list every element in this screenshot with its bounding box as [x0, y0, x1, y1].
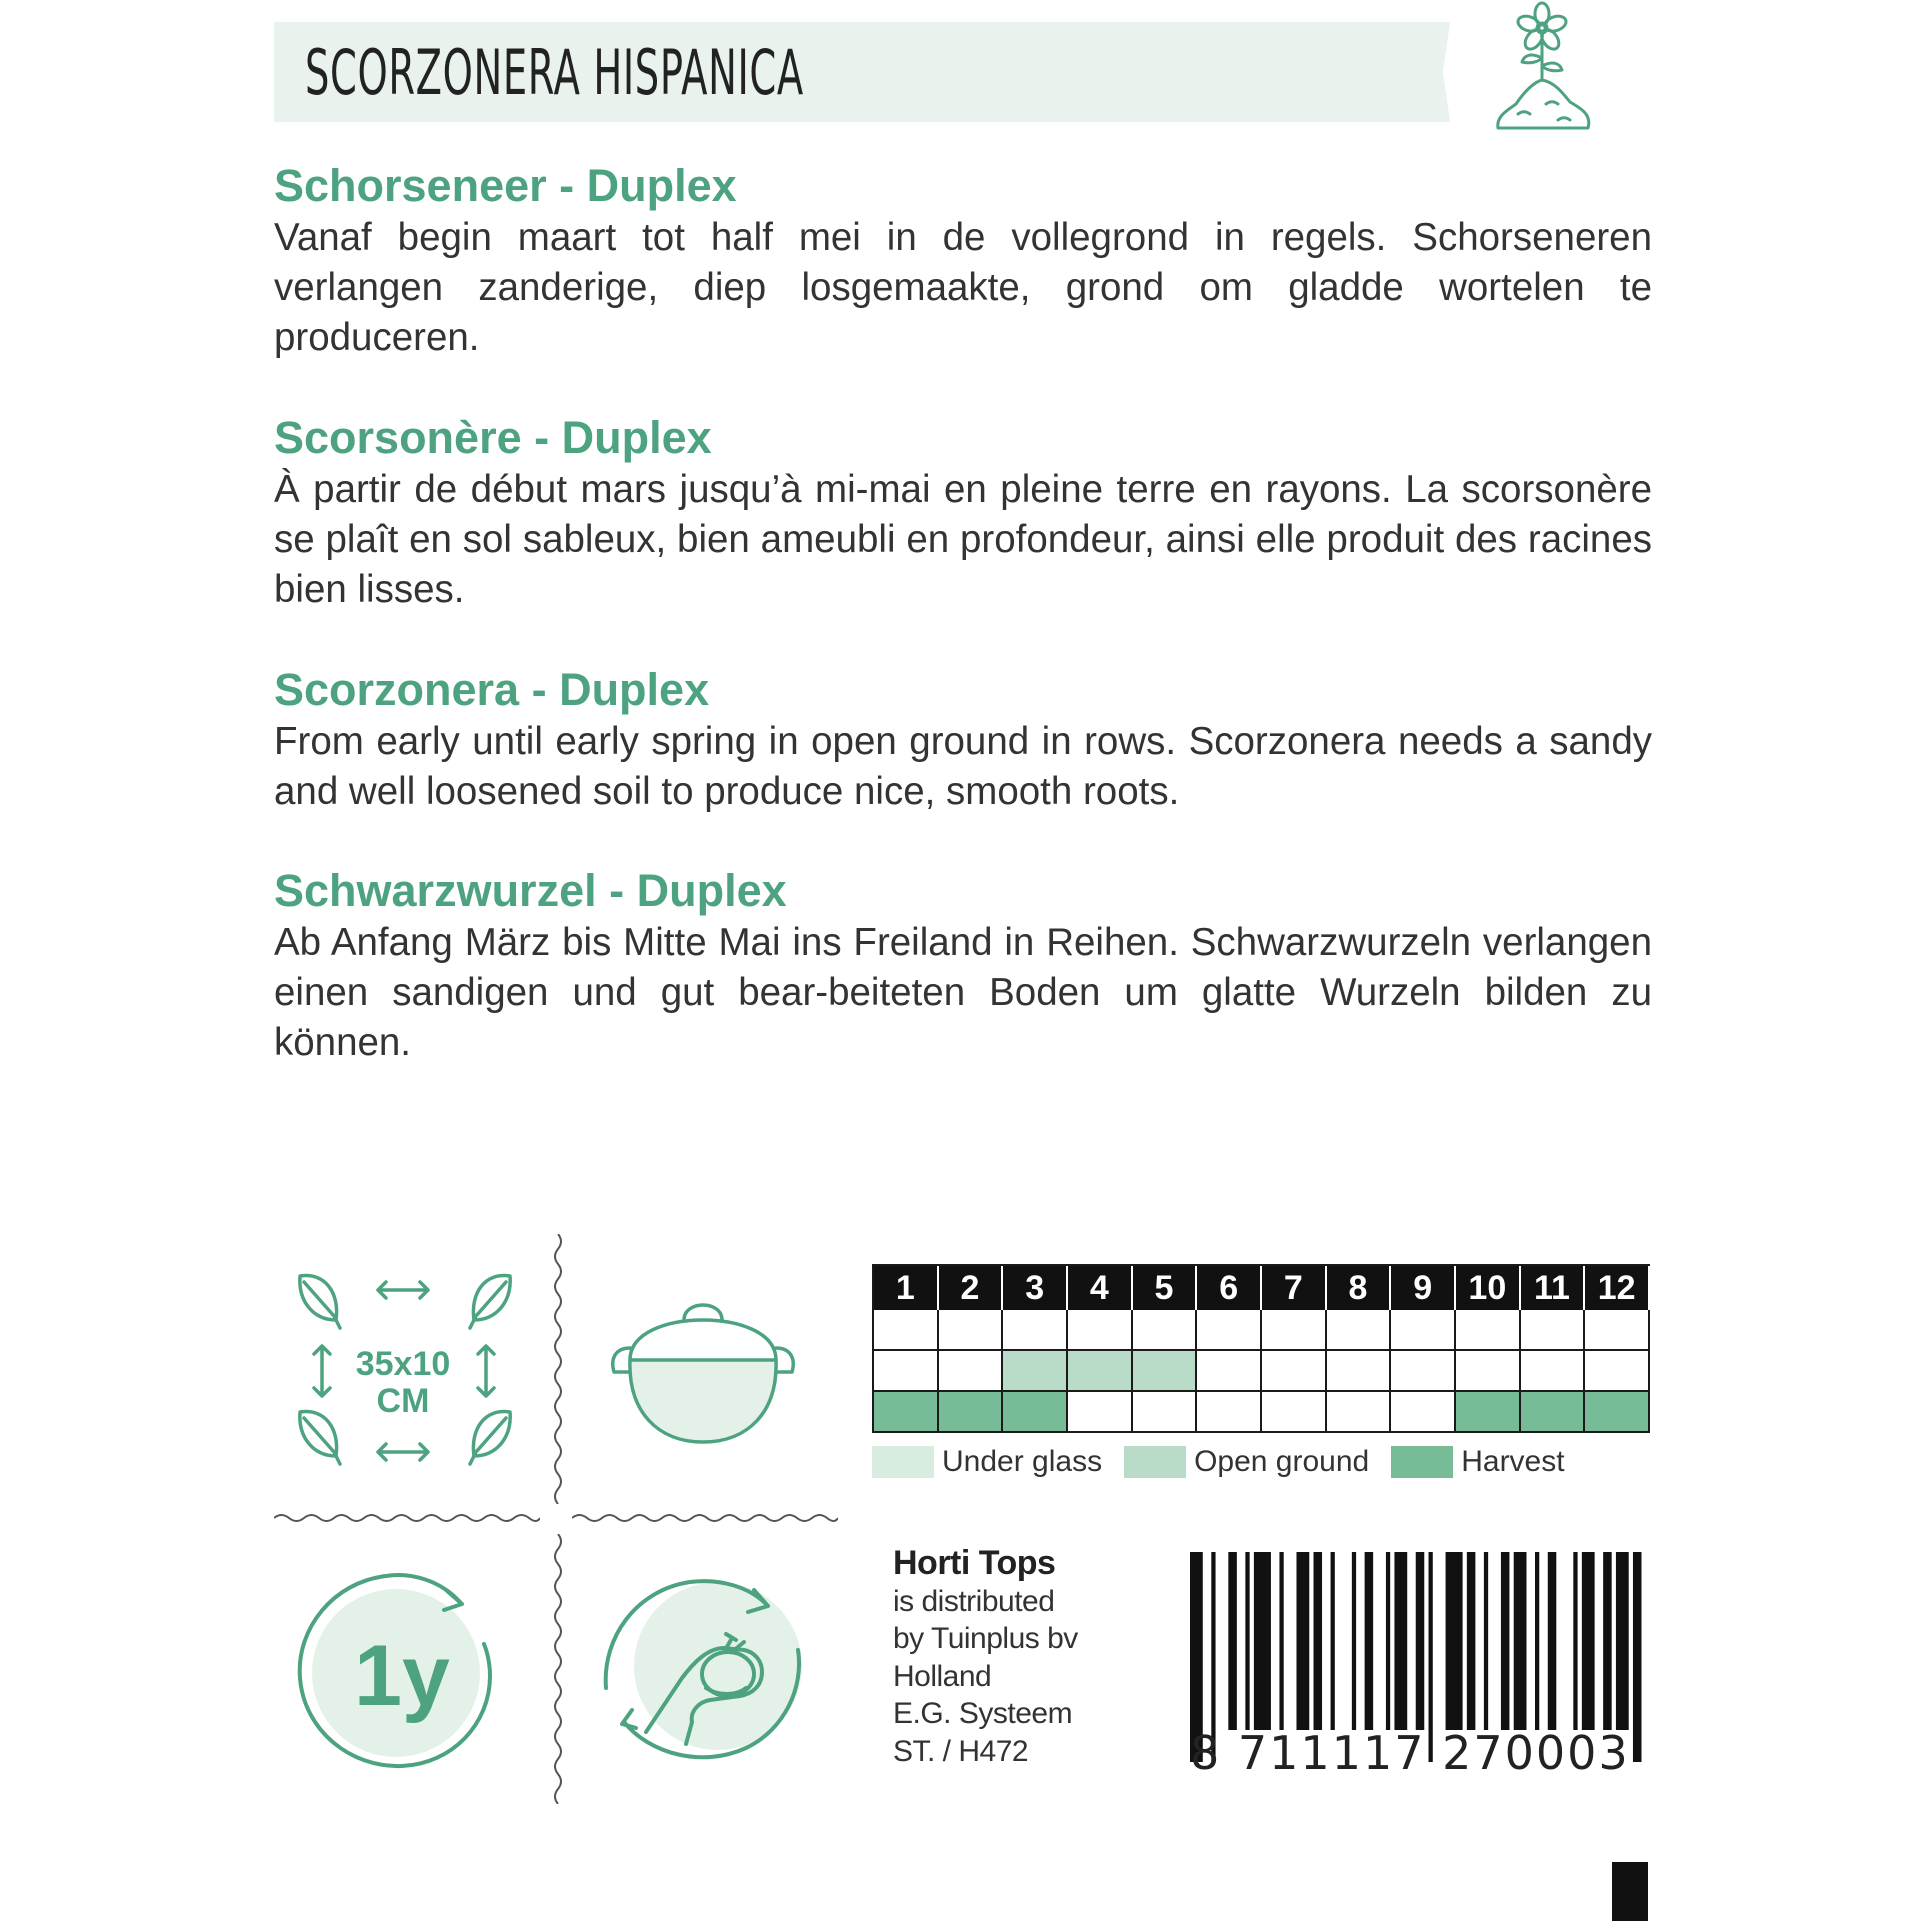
- month-header: 1: [874, 1266, 939, 1310]
- calendar-cell: [1391, 1310, 1456, 1351]
- distributor-line: ST. / H472: [893, 1734, 1029, 1768]
- section-heading: Scorzonera - Duplex: [274, 664, 710, 715]
- section-heading: Schorseneer - Duplex: [274, 160, 737, 211]
- calendar-cell: [1456, 1351, 1521, 1392]
- month-header: 6: [1197, 1266, 1262, 1310]
- sowing-calendar: [872, 1264, 1650, 1479]
- calendar-cell: [1585, 1351, 1650, 1392]
- calendar-cell: [1327, 1392, 1392, 1433]
- calendar-cell: [1003, 1310, 1068, 1351]
- calendar-cell: [874, 1310, 939, 1351]
- calendar-cell: [939, 1392, 1004, 1433]
- brand-name: Horti Tops: [893, 1544, 1056, 1582]
- legend-item: [872, 1445, 1102, 1479]
- calendar-cell: [939, 1351, 1004, 1392]
- month-header: 3: [1003, 1266, 1068, 1310]
- calendar-cell: [1585, 1310, 1650, 1351]
- vertical-divider-top: [548, 1234, 568, 1504]
- calendar-cell: [1456, 1310, 1521, 1351]
- legend-item: [1391, 1445, 1564, 1479]
- month-header: 9: [1391, 1266, 1456, 1310]
- calendar-cell: [1068, 1392, 1133, 1433]
- calendar-grid: [872, 1264, 1650, 1433]
- section-text: Ab Anfang März bis Mitte Mai ins Freiland in Reihen. Schwarzwurzeln verlangen einen sandigen und gut bear-beiteten Boden um glatte Wurzeln bilden zu können.: [274, 921, 1652, 1064]
- cooking-pot-icon: [608, 1292, 798, 1452]
- barcode-number: 8 711117 270003: [1190, 1726, 1630, 1780]
- harvest-hand-icon: [594, 1568, 814, 1778]
- calendar-cell: [1197, 1351, 1262, 1392]
- month-header: 5: [1133, 1266, 1198, 1310]
- calendar-cell: [1197, 1392, 1262, 1433]
- calendar-cell: [1327, 1310, 1392, 1351]
- calendar-cell: [1521, 1351, 1586, 1392]
- lifecycle-icon: [290, 1568, 510, 1778]
- distributor-info: [893, 1545, 1078, 1770]
- calendar-cell: [1068, 1351, 1133, 1392]
- section-english: [274, 663, 1652, 817]
- section-german: [274, 864, 1652, 1068]
- month-header: 7: [1262, 1266, 1327, 1310]
- legend-label: Harvest: [1461, 1445, 1565, 1478]
- seedling-icon: [1488, 0, 1598, 140]
- spacing-value: 35x10: [355, 1345, 451, 1383]
- calendar-cell: [1262, 1310, 1327, 1351]
- distributor-line: is distributed: [893, 1584, 1055, 1618]
- legend-swatch: [872, 1446, 934, 1478]
- calendar-cell: [1327, 1351, 1392, 1392]
- calendar-cell: [874, 1351, 939, 1392]
- calendar-cell: [1262, 1351, 1327, 1392]
- calendar-cell: [1003, 1351, 1068, 1392]
- calendar-cell: [1197, 1310, 1262, 1351]
- calendar-cell: [1391, 1392, 1456, 1433]
- legend-swatch: [1391, 1446, 1453, 1478]
- legend-label: Open ground: [1194, 1445, 1370, 1478]
- distributor-line: E.G. Systeem: [893, 1697, 1073, 1730]
- calendar-cell: [1456, 1392, 1521, 1433]
- legend-swatch: [1124, 1446, 1186, 1478]
- month-header: 4: [1068, 1266, 1133, 1310]
- lifecycle-value: 1y: [354, 1628, 450, 1724]
- calendar-cell: [939, 1310, 1004, 1351]
- plant-spacing-icon: [290, 1262, 520, 1484]
- calendar-cell: [1585, 1392, 1650, 1433]
- month-header: 2: [939, 1266, 1004, 1310]
- horizontal-divider-left: [274, 1508, 540, 1528]
- calendar-cell: [1133, 1392, 1198, 1433]
- section-heading: Schwarzwurzel - Duplex: [274, 865, 787, 916]
- legend-item: [1124, 1445, 1369, 1479]
- month-header: 10: [1456, 1266, 1521, 1310]
- horizontal-divider-right: [572, 1508, 838, 1528]
- distributor-line: by Tuinplus bv: [893, 1622, 1078, 1655]
- calendar-cell: [1521, 1310, 1586, 1351]
- calendar-cell: [1003, 1392, 1068, 1433]
- species-title: SCORZONERA HISPANICA: [305, 36, 804, 109]
- section-text: Vanaf begin maart tot half mei in de vollegrond in regels. Schorseneren verlangen zanderige, diep losgemaakte, grond om gladde wortelen te produceren.: [274, 216, 1652, 359]
- print-register-mark: [1612, 1862, 1648, 1921]
- section-french: [274, 411, 1652, 615]
- calendar-cell: [1068, 1310, 1133, 1351]
- calendar-cell: [1391, 1351, 1456, 1392]
- month-header: 12: [1585, 1266, 1650, 1310]
- calendar-cell: [1521, 1392, 1586, 1433]
- distributor-line: Holland: [893, 1659, 992, 1693]
- calendar-cell: [1262, 1392, 1327, 1433]
- month-header: 8: [1327, 1266, 1392, 1310]
- vertical-divider-bottom: [548, 1534, 568, 1804]
- section-text: À partir de début mars jusqu’à mi-mai en pleine terre en rayons. La scorsonère se plaît en sol sableux, bien ameubli en profondeur, ainsi elle produit des racines bien lisses.: [274, 468, 1652, 611]
- month-header: 11: [1521, 1266, 1586, 1310]
- section-text: From early until early spring in open ground in rows. Scorzonera needs a sandy and well loosened soil to produce nice, smooth roots.: [274, 720, 1652, 813]
- spacing-unit: CM: [376, 1382, 430, 1420]
- calendar-cell: [1133, 1310, 1198, 1351]
- calendar-cell: [874, 1392, 939, 1433]
- legend-label: Under glass: [942, 1445, 1103, 1478]
- section-dutch: [274, 159, 1652, 363]
- calendar-legend: [872, 1445, 1650, 1479]
- section-heading: Scorsonère - Duplex: [274, 412, 712, 463]
- calendar-cell: [1133, 1351, 1198, 1392]
